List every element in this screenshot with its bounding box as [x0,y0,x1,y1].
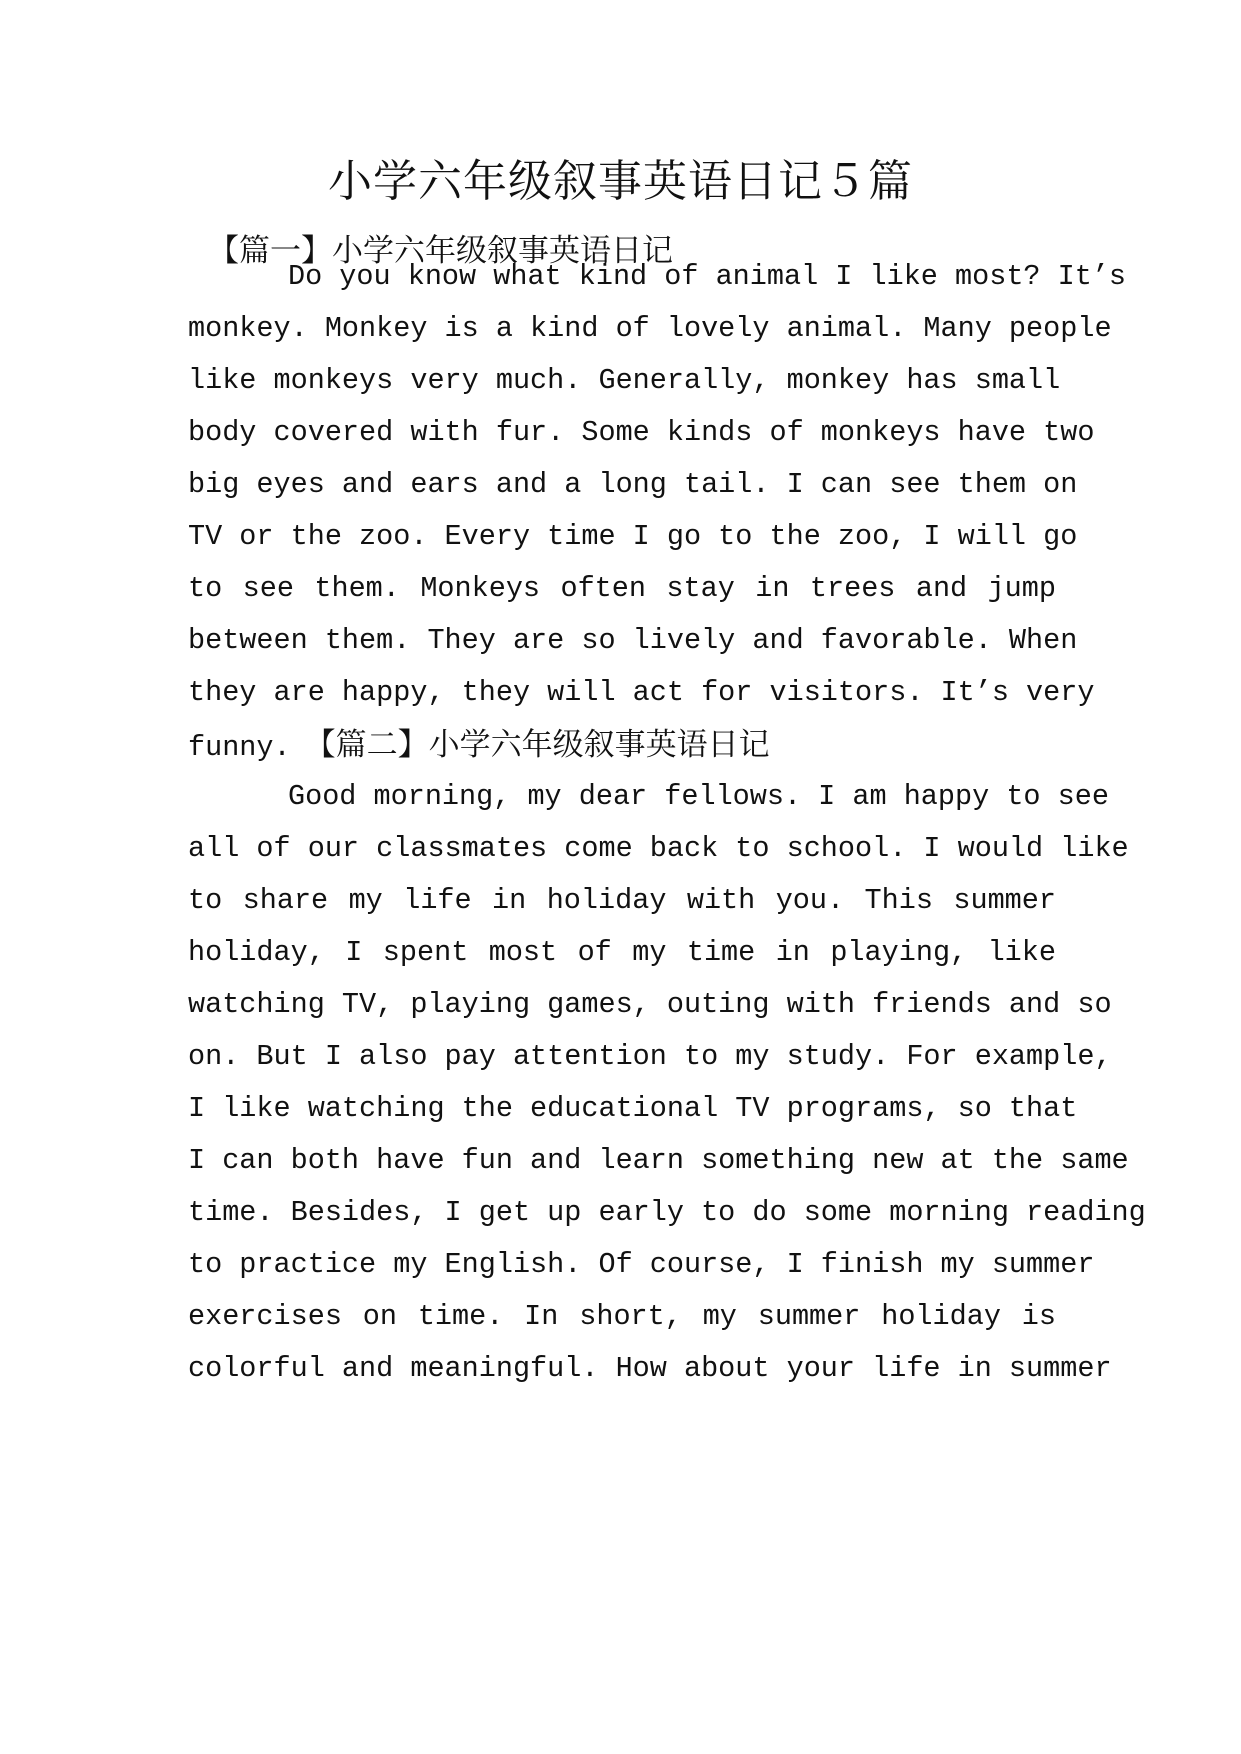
section-heading-2: 【篇二】小学六年级叙事英语日记 [304,727,770,763]
body-line: all of our classmates come back to school. I would like [188,832,1129,865]
body-line: I like watching the educational TV programs, so that [188,1092,1078,1125]
body-line: they are happy, they will act for visitors. It’s very [188,676,1095,709]
body-line: Good morning, my dear fellows. I am happy to see [288,780,1109,813]
body-line: colorful and meaningful. How about your life in summer [188,1352,1112,1385]
body-line: on. But I also pay attention to my study. For example, [188,1040,1112,1073]
body-line: TV or the zoo. Every time I go to the zoo, I will go [188,520,1078,553]
body-line: between them. They are so lively and favorable. When [188,624,1078,657]
body-line: watching TV, playing games, outing with friends and so [188,988,1112,1021]
body-line: body covered with fur. Some kinds of monkeys have two [188,416,1095,449]
body-line: like monkeys very much. Generally, monkey has small [188,364,1061,397]
body-line: time. Besides, I get up early to do some morning reading [188,1196,1146,1229]
body-line: holiday, I spent most of my time in playing, like [188,936,1056,969]
body-line: to see them. Monkeys often stay in trees and jump [188,572,1056,605]
body-line: I can both have fun and learn something new at the same [188,1144,1129,1177]
body-line: funny. [188,731,291,764]
body-line: Do you know what kind of animal I like most? It’s [288,260,1127,293]
body-line: monkey. Monkey is a kind of lovely animal. Many people [188,312,1112,345]
section-heading-1: 【篇一】小学六年级叙事英语日记 [208,233,673,269]
body-line: to share my life in holiday with you. This summer [188,884,1056,917]
body-line: big eyes and ears and a long tail. I can see them on [188,468,1078,501]
body-line-with-heading [188,716,770,774]
body-line: to practice my English. Of course, I finish my summer [188,1248,1095,1281]
document-title: 小学六年级叙事英语日记５篇 [328,156,913,207]
body-line: exercises on time. In short, my summer holiday is [188,1300,1056,1333]
